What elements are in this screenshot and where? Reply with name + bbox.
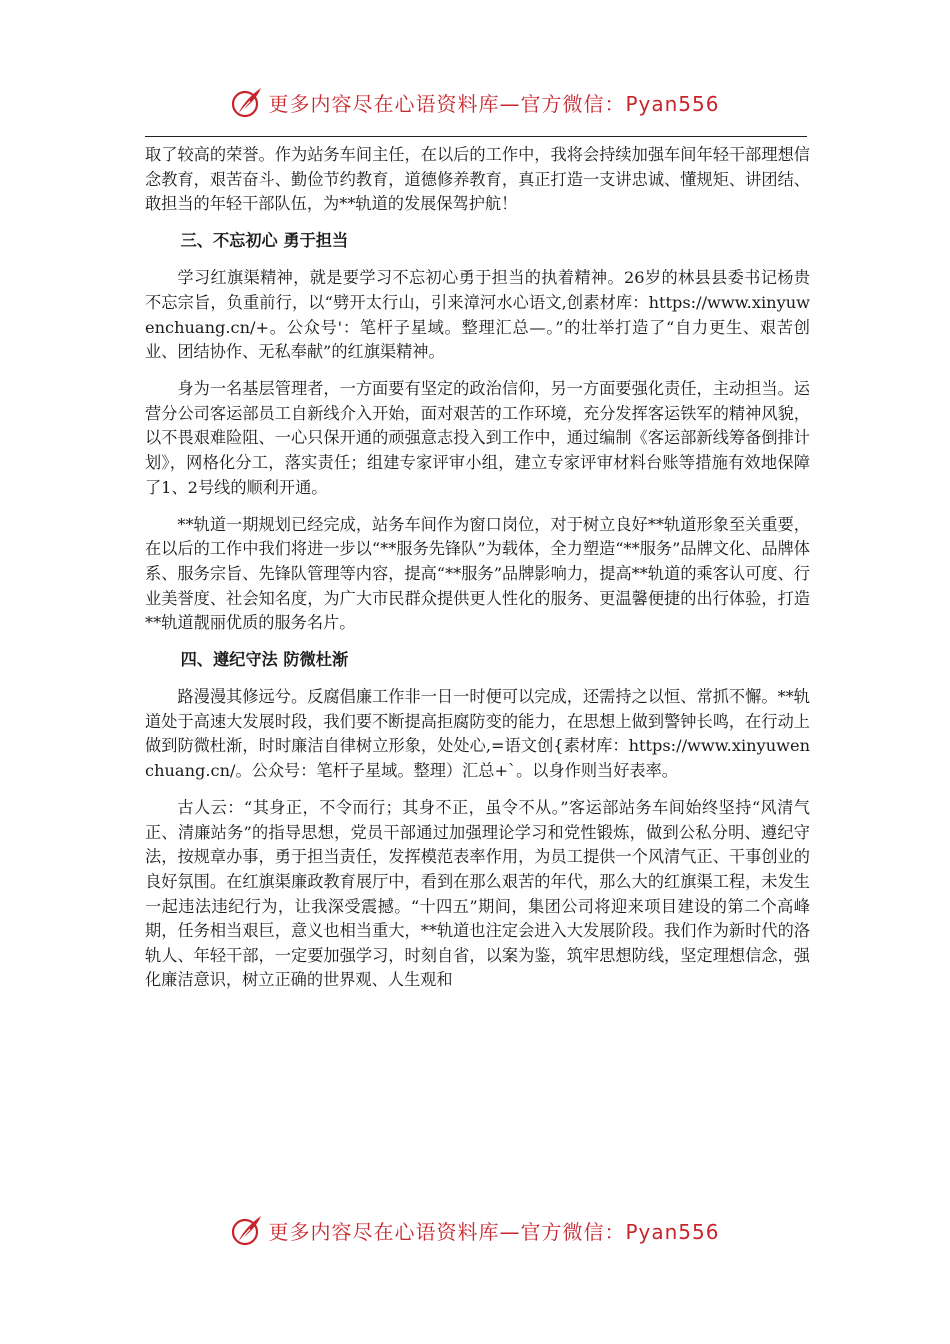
- header-banner-text: 更多内容尽在心语资料库—官方微信：Pyan556: [268, 91, 720, 116]
- quill-logo-icon: [230, 1213, 264, 1247]
- footer-banner-text: 更多内容尽在心语资料库—官方微信：Pyan556: [268, 1219, 720, 1244]
- header-banner: [0, 82, 950, 122]
- quill-logo-icon: [230, 85, 264, 119]
- section-heading-3: 三、不忘初心 勇于担当: [180, 231, 349, 251]
- paragraph: **轨道一期规划已经完成，站务车间作为窗口岗位，对于树立良好**轨道形象至关重要，在以后的工作中我们将进一步以“**服务先锋队”为载体，全力塑造“**服务”品牌文化、品牌体系、服务宗旨、先锋队管理等内容，提高“**服务”品牌影响力，提高**轨道的乘客认可度、行业美誉度、社会知名度，为广大市民群众提供更人性化的服务、更温馨便捷的出行体验，打造**轨道靓丽优质的服务名片。: [145, 514, 810, 633]
- paragraph: 古人云：“其身正，不令而行；其身不正，虽令不从。”客运部站务车间始终坚持“风清气正、清廉站务”的指导思想，党员干部通过加强理论学习和党性锻炼，做到公私分明、遵纪守法，按规章办事，勇于担当责任，发挥模范表率作用，为员工提供一个风清气正、干事创业的良好氛围。在红旗渠廉政教育展厅中，看到在那么艰苦的年代，那么大的红旗渠工程，未发生一起违法违纪行为，让我深受震撼。“十四五”期间，集团公司将迎来项目建设的第二个高峰期，任务相当艰巨，意义也相当重大，**轨道也注定会进入大发展阶段。我们作为新时代的洛轨人、年轻干部，一定要加强学习，时刻自省，以案为鉴，筑牢思想防线，坚定理想信念，强化廉洁意识，树立正确的世界观、人生观和: [145, 798, 810, 990]
- paragraph: 路漫漫其修远兮。反腐倡廉工作非一日一时便可以完成，还需持之以恒、常抓不懈。**轨道处于高速大发展时段，我们要不断提高拒腐防变的能力，在思想上做到警钟长鸣，在行动上做到防微杜渐，时时廉洁自律树立形象，处处心,=语文创{素材库：https://www.xinyuwenchuang.cn/。公众号：笔杆子星域。整理）汇总+`。以身作则当好表率。: [145, 687, 810, 781]
- footer-banner: [0, 1210, 950, 1250]
- paragraph-continued: 取了较高的荣誉。作为站务车间主任，在以后的工作中，我将会持续加强车间年轻干部理想信念教育，艰苦奋斗、勤俭节约教育，道德修养教育，真正打造一支讲忠诚、懂规矩、讲团结、敢担当的年轻干部队伍，为**轨道的发展保驾护航！: [145, 145, 810, 214]
- paragraph: 学习红旗渠精神，就是要学习不忘初心勇于担当的执着精神。26岁的林县县委书记杨贵不忘宗旨，负重前行，以“劈开太行山，引来漳河水心语文,创素材库：https://www.xinyuwenchuang.cn/+。公众号'：笔杆子星域。整理汇总—。”的壮举打造了“自力更生、艰苦创业、团结协作、无私奉献”的红旗渠精神。: [145, 268, 810, 362]
- document-body: [145, 143, 810, 1005]
- section-heading-4: 四、遵纪守法 防微杜渐: [180, 650, 349, 670]
- header-divider: [145, 136, 807, 137]
- paragraph: 身为一名基层管理者，一方面要有坚定的政治信仰，另一方面要强化责任，主动担当。运营分公司客运部员工自新线介入开始，面对艰苦的工作环境，充分发挥客运铁军的精神风貌，以不畏艰难险阻、一心只保开通的顽强意志投入到工作中，通过编制《客运部新线筹备倒排计划》，网格化分工，落实责任；组建专家评审小组，建立专家评审材料台账等措施有效地保障了1、2号线的顺利开通。: [145, 379, 810, 497]
